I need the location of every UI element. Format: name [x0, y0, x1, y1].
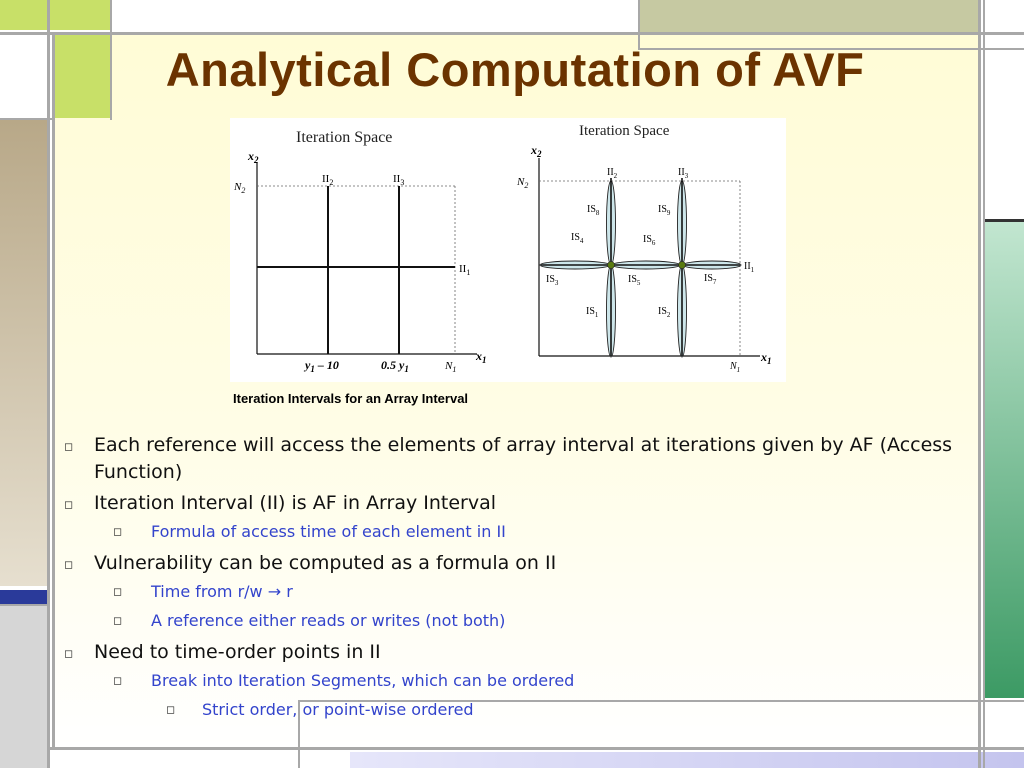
sub-sub-bullet-item — [60, 699, 970, 721]
segment-label-is9: $IS_9$ — [658, 204, 671, 217]
left-ii2-label: $II_2$ — [322, 173, 334, 187]
bullet-item — [60, 432, 970, 486]
left-x2-label: $x_2$ — [248, 149, 259, 165]
bullet-item — [60, 490, 970, 517]
segment-label-is6: $IS_6$ — [643, 234, 656, 247]
frame-line — [985, 219, 1024, 222]
bullet-marker-icon: ◻ — [113, 614, 123, 627]
navy-stripe — [0, 590, 47, 604]
sub-bullet-text: Time from r/w → r — [151, 582, 293, 601]
frame-line — [0, 604, 47, 606]
right-ii2-label: $II_2$ — [607, 167, 618, 180]
right-x1-label: $x_1$ — [761, 350, 772, 366]
bullet-marker-icon: ◻ — [166, 703, 176, 716]
left-panel-title: Iteration Space — [296, 129, 393, 146]
left-ii1-label: $II_1$ — [459, 263, 471, 277]
iteration-space-figure — [230, 118, 786, 382]
frame-line — [52, 35, 55, 750]
bullet-text: Vulnerability can be computed as a formula on II — [94, 552, 557, 574]
segment-label-is3: $IS_3$ — [546, 274, 559, 287]
frame-line — [978, 0, 981, 768]
frame-line — [983, 0, 985, 768]
bullet-marker-icon: ◻ — [113, 674, 123, 687]
tan-stripe — [0, 120, 47, 586]
bullet-marker-icon: ◻ — [64, 440, 74, 453]
sub-bullet-item — [60, 670, 970, 692]
frame-line — [0, 32, 1024, 35]
left-tick-1: $y_1 - 10$ — [305, 358, 339, 374]
segment-label-is1: $IS_1$ — [586, 306, 599, 319]
sub-bullet-text: A reference either reads or writes (not both) — [151, 611, 506, 630]
right-n1-label: $N_1$ — [730, 361, 741, 374]
frame-line — [47, 0, 50, 768]
segment-label-is2: $IS_2$ — [658, 306, 671, 319]
sub-bullet-item — [60, 610, 970, 632]
segment-label-is4: $IS_4$ — [571, 232, 584, 245]
figure-svg — [230, 118, 786, 382]
sub-bullet-item — [60, 581, 970, 603]
left-tick-2: 0.5 $y_1$ — [381, 358, 409, 374]
bullet-list — [60, 432, 970, 727]
right-x2-label: $x_2$ — [531, 143, 542, 159]
bullet-marker-icon: ◻ — [64, 498, 74, 511]
frame-line — [50, 747, 1024, 750]
right-n2-label: $N_2$ — [517, 176, 529, 190]
bullet-marker-icon: ◻ — [113, 585, 123, 598]
bullet-marker-icon: ◻ — [113, 525, 123, 538]
sub-bullet-text: Break into Iteration Segments, which can be ordered — [151, 671, 575, 690]
bullet-text: Need to time-order points in II — [94, 641, 381, 663]
right-ii3-label: $II_3$ — [678, 167, 689, 180]
olive-box — [640, 0, 978, 32]
segment-label-is5: $IS_5$ — [628, 274, 641, 287]
right-ii1-label: $II_1$ — [744, 261, 755, 274]
left-n1-label: $N_1$ — [445, 360, 457, 374]
segment-label-is8: $IS_8$ — [587, 204, 600, 217]
left-n2-label: $N_2$ — [234, 181, 246, 195]
green-stripe — [985, 222, 1024, 698]
lime-square-top — [0, 0, 110, 30]
right-panel — [516, 123, 772, 374]
bullet-marker-icon: ◻ — [64, 647, 74, 660]
bullet-marker-icon: ◻ — [64, 558, 74, 571]
sub-bullet-item — [60, 521, 970, 543]
bullet-item — [60, 550, 970, 577]
bullet-item — [60, 639, 970, 666]
slide-title: Analytical Computation of AVF — [165, 43, 865, 96]
left-panel — [233, 129, 487, 374]
lavender-stripe — [350, 752, 1024, 768]
bullet-text: Iteration Interval (II) is AF in Array Interval — [94, 492, 497, 514]
sub-bullet-text: Formula of access time of each element in II — [151, 522, 506, 541]
gray-stripe — [0, 606, 47, 768]
sub-sub-bullet-text: Strict order, or point-wise ordered — [202, 700, 474, 719]
right-panel-title: Iteration Space — [579, 123, 670, 139]
left-x1-label: $x_1$ — [476, 349, 487, 365]
left-ii3-label: $II_3$ — [393, 173, 405, 187]
bullet-text: Each reference will access the elements of array interval at iterations given by AF (Access Function) — [94, 434, 953, 483]
figure-caption: Iteration Intervals for an Array Interval — [233, 391, 469, 406]
segment-label-is7: $IS_7$ — [704, 273, 717, 286]
